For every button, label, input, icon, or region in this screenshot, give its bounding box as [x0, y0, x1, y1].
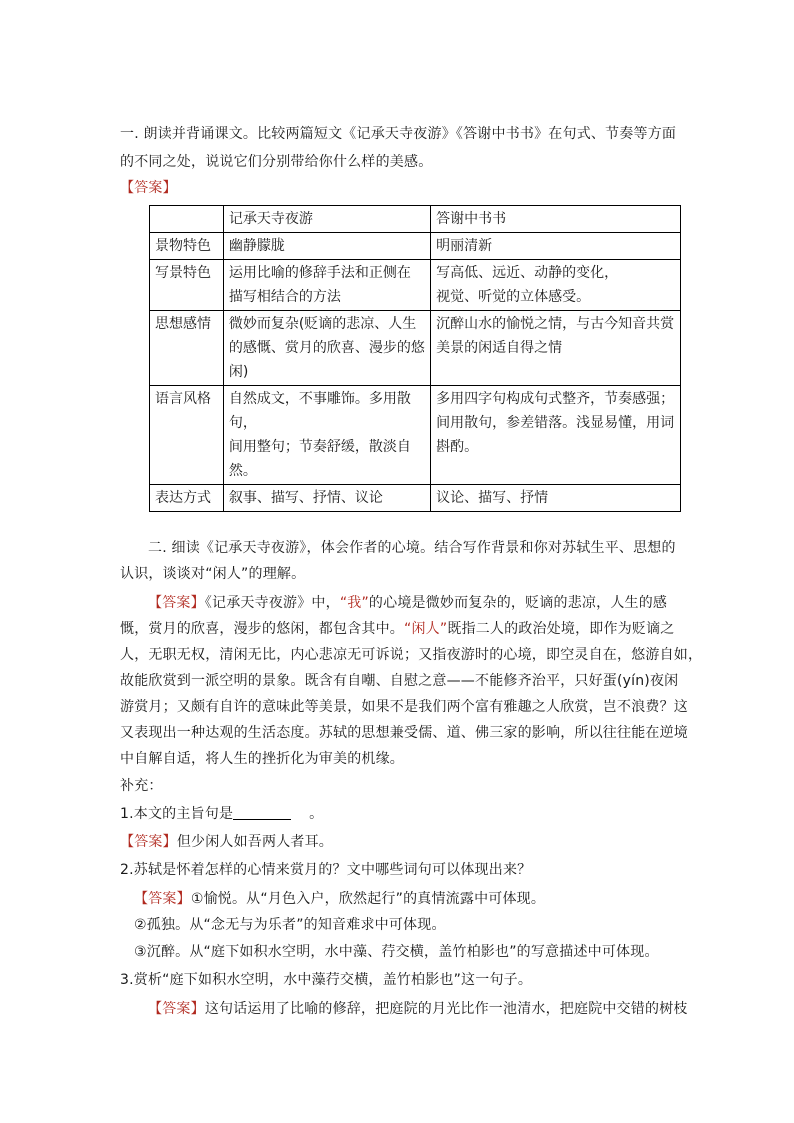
q2-answer-line-5: 游赏月；又颇有自许的意味此等美景，如果不是我们两个富有雅趣之人欣赏，岂不浪费？这 [120, 699, 688, 715]
answer-text: ①愉悦。从“月色入户，欣然起行”的真情流露中可体现。 [190, 891, 546, 907]
row-label: 写景特色 [150, 260, 224, 311]
table-header-row [150, 206, 681, 233]
question-end: 。 [309, 806, 324, 822]
cell-line: 的感慨、赏月的欣喜、漫步的悠 [228, 340, 425, 356]
table-row [150, 485, 681, 512]
cell-line: 闲) [228, 364, 249, 380]
supp-q1 [120, 804, 680, 824]
q2-answer-line-1 [148, 593, 680, 613]
cell-line: 明丽清新 [436, 238, 493, 254]
cell-line: 幽静朦胧 [228, 238, 285, 254]
row-label: 语言风格 [150, 386, 224, 485]
answer-text: 《记承天寺夜游》中， [204, 595, 340, 611]
answer-label: 【答案】 [134, 891, 191, 907]
q1-line-1: 一. 朗读并背诵课文。比较两篇短文《记承天寺夜游》《答谢中书书》在句式、节奏等方面 [120, 126, 677, 142]
cell-jichengtiansi [223, 260, 430, 311]
cell-jichengtiansi [223, 311, 430, 386]
cell-jichengtiansi [223, 485, 430, 512]
q2-line-2: 认识，谈谈对“闲人”的理解。 [120, 566, 306, 582]
question-text: 1.本文的主旨句是 [120, 806, 234, 822]
cell-line: 美景的闲适自得之情 [436, 340, 563, 356]
highlight-wo: “我” [339, 595, 369, 611]
cell-line: 叙事、描写、抒情、议论 [228, 490, 383, 506]
cell-daxiezhongshu [431, 260, 681, 311]
cell-line: 运用比喻的修辞手法和正侧在 [228, 265, 411, 281]
supplement-label: 补充： [120, 778, 163, 794]
comparison-table [149, 205, 681, 512]
cell-jichengtiansi [223, 386, 430, 485]
cell-line: 描写相结合的方法 [228, 289, 341, 305]
answer-label: 【答案】 [148, 1001, 205, 1017]
row-label: 表达方式 [150, 485, 224, 512]
cell-daxiezhongshu [431, 485, 681, 512]
supp-q2: 2.苏轼是怀着怎样的心情来赏月的？文中哪些词句可以体现出来？ [120, 862, 532, 878]
highlight-xianren: “闲人” [404, 621, 448, 637]
table-row [150, 260, 681, 311]
cell-line: 写高低、远近、动静的变化， [436, 265, 619, 281]
table-header-cell: 记承天寺夜游 [223, 206, 430, 233]
answer-text: 但少闲人如吾两人者耳。 [176, 834, 334, 850]
cell-jichengtiansi [223, 233, 430, 260]
table-header-cell: 答谢中书书 [431, 206, 681, 233]
table-row [150, 311, 681, 386]
q2-answer-line-4: 故能欣赏到一派空明的景象。既含有自嘲、自慰之意——不能修齐治平，只好蛋(yín)夜闲 [120, 673, 679, 689]
cell-line: 议论、描写、抒情 [436, 490, 549, 506]
answer-text: 既指二人的政治处境，即作为贬谪之 [447, 621, 675, 637]
supp-a2-line-2: ②孤独。从“念无与为乐者”的知音难求中可体现。 [134, 917, 446, 933]
cell-line: 微妙而复杂(贬谪的悲凉、人生 [228, 316, 417, 332]
q1-line-2: 的不同之处，说说它们分别带给你什么样的美感。 [120, 154, 433, 170]
table-row [150, 233, 681, 260]
fill-blank [233, 805, 291, 820]
supp-a2-line-1 [134, 889, 694, 909]
q2-line-1: 二. 细读《记承天寺夜游》，体会作者的心境。结合写作背景和你对苏轼生平、思想的 [148, 540, 676, 556]
supp-a3 [148, 999, 688, 1019]
supp-a1 [120, 832, 680, 852]
supp-q3: 3.赏析“庭下如积水空明，水中藻荇交横，盖竹柏影也”这一句子。 [120, 972, 533, 988]
cell-daxiezhongshu [431, 386, 681, 485]
cell-line: 斟酌。 [436, 439, 479, 455]
cell-line: 间用整句；节奏舒缓，散淡自然。 [228, 439, 411, 479]
cell-daxiezhongshu [431, 233, 681, 260]
row-label: 思想感情 [150, 311, 224, 386]
answer-text: 这句话运用了比喻的修辞，把庭院的月光比作一池清水，把庭院中交错的树枝 [204, 1001, 688, 1017]
answer-label: 【答案】 [148, 595, 205, 611]
answer-label: 【答案】 [120, 834, 177, 850]
q1-answer-label: 【答案】 [120, 180, 177, 196]
q2-answer-line-6: 又表现出一种达观的生活态度。苏轼的思想兼受儒、道、佛三家的影响，所以往往能在逆境 [120, 725, 688, 741]
answer-text: 的心境是微妙而复杂的，贬谪的悲凉，人生的感 [368, 595, 668, 611]
supp-a2-line-3: ③沉醉。从“庭下如积水空明，水中藻、荇交横，盖竹柏影也”的写意描述中可体现。 [134, 944, 659, 960]
cell-line: 自然成文，不事雕饰。多用散句， [228, 391, 411, 431]
q2-answer-line-7: 中自解自适，将人生的挫折化为审美的机缘。 [120, 751, 404, 767]
q2-answer-line-2 [120, 619, 680, 639]
table-row [150, 386, 681, 485]
q2-answer-line-3: 人，无职无权，清闲无比，内心悲凉无可诉说；又指夜游时的心境，即空灵自在，悠游自如， [120, 647, 703, 663]
cell-line: 视觉、听觉的立体感受。 [436, 289, 591, 305]
cell-line: 沉醉山水的愉悦之情，与古今知音共赏 [436, 316, 675, 332]
row-label: 景物特色 [150, 233, 224, 260]
cell-line: 间用散句，参差错落。浅显易懂，用词 [436, 415, 675, 431]
cell-daxiezhongshu [431, 311, 681, 386]
table-header-cell [150, 206, 224, 233]
answer-text: 慨，赏月的欣喜，漫步的悠闲，都包含其中。 [120, 621, 404, 637]
cell-line: 多用四字句构成句式整齐，节奏感强； [436, 391, 675, 407]
